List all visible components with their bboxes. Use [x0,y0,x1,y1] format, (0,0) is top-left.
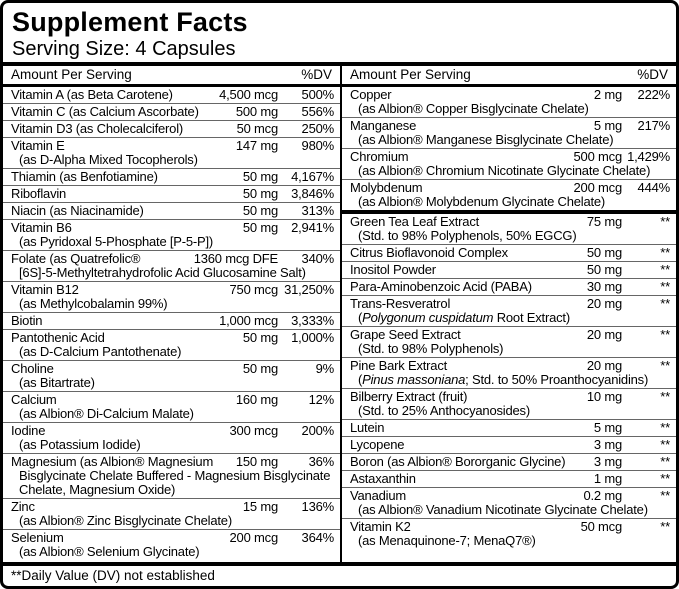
nutrient-description: (as Albion® Di-Calcium Malate) [19,406,194,421]
nutrient-description: (as Methylcobalamin 99%) [19,296,168,311]
nutrient-row [342,358,676,389]
nutrient-row-main [350,88,670,102]
nutrient-name: Vanadium [350,488,406,503]
nutrient-row-main [11,362,334,376]
nutrient-row [3,361,340,392]
nutrient-row-main [11,221,334,235]
nutrient-name: Pantothenic Acid [11,330,105,345]
nutrient-amount: 1,000 mcg [219,313,278,328]
nutrient-amount: 30 mg [586,279,622,294]
nutrient-row-main [350,215,670,229]
nutrient-row [342,245,676,262]
serving-size: Serving Size: 4 Capsules [12,38,236,60]
nutrient-amount: 20 mg [586,358,622,373]
amount-per-serving-heading: Amount Per Serving [350,67,471,82]
nutrient-name: Vitamin C (as Calcium Ascorbate) [11,104,199,119]
botanical-name: Pinus massoniana [362,372,466,387]
nutrient-amount: 20 mg [586,296,622,311]
nutrient-row-main [11,455,334,469]
nutrient-name: Grape Seed Extract [350,327,461,342]
nutrient-name: Magnesium (as Albion® Magnesium [11,454,214,469]
nutrient-row-main [350,489,670,503]
nutrient-dv: 222% [637,87,670,102]
nutrient-description: (as D-Calcium Pantothenate) [19,344,182,359]
nutrient-dv: 3,333% [291,313,334,328]
nutrient-row [342,180,676,210]
nutrient-row-main [350,359,670,373]
right-rows [342,87,676,549]
nutrient-dv: ** [660,279,670,294]
nutrient-row-main [11,331,334,345]
nutrient-amount: 200 mcg [229,530,278,545]
nutrient-row-main [350,246,670,260]
nutrient-dv: 9% [315,361,334,376]
nutrient-amount: 3 mg [593,437,622,452]
nutrient-amount: 20 mg [586,327,622,342]
nutrient-row [3,530,340,560]
nutrient-row [3,104,340,121]
nutrient-row [342,519,676,549]
nutrient-dv: ** [660,389,670,404]
description-text: Root Extract) [493,310,570,325]
nutrient-name: Zinc [11,499,35,514]
nutrient-row [3,87,340,104]
nutrient-amount: 3 mg [593,454,622,469]
dv-heading: %DV [637,67,668,82]
nutrient-dv: ** [660,214,670,229]
nutrient-name: Biotin [11,313,43,328]
nutrient-dv: ** [660,488,670,503]
nutrient-description: [6S]-5-Methyltetrahydrofolic Acid Glucosamine Salt) [19,265,306,280]
nutrient-name: Thiamin (as Benfotiamine) [11,169,158,184]
nutrient-row-main [350,455,670,469]
nutrient-description: (as Potassium Iodide) [19,437,141,452]
nutrient-name: Pine Bark Extract [350,358,448,373]
nutrient-name: Folate (as Quatrefolic® [11,251,141,266]
nutrient-name: Choline [11,361,54,376]
amount-per-serving-heading: Amount Per Serving [11,67,132,82]
nutrient-dv: 31,250% [284,282,334,297]
nutrient-row [3,186,340,203]
nutrient-name: Vitamin A (as Beta Carotene) [11,87,173,102]
nutrient-amount: 4,500 mcg [219,87,278,102]
nutrient-dv: ** [660,471,670,486]
nutrient-name: Citrus Bioflavonoid Complex [350,245,508,260]
nutrient-dv: 556% [301,104,334,119]
nutrient-dv: ** [660,437,670,452]
right-column-section-2 [342,214,676,549]
nutrient-name: Astaxanthin [350,471,416,486]
nutrient-row [3,251,340,282]
nutrient-row [342,262,676,279]
nutrient-name: Vitamin B12 [11,282,79,297]
nutrient-row-main [11,139,334,153]
nutrient-row [342,214,676,245]
nutrient-name: Lutein [350,420,385,435]
right-column-section-1 [342,87,676,210]
description-text: ; Std. to 50% Proanthocyanidins) [465,372,649,387]
nutrient-dv: 250% [301,121,334,136]
nutrient-amount: 0.2 mg [583,488,622,503]
nutrient-name: Vitamin D3 (as Cholecalciferol) [11,121,184,136]
nutrient-row [342,87,676,118]
nutrient-name: Copper [350,87,392,102]
nutrient-name: Niacin (as Niacinamide) [11,203,144,218]
nutrient-row-main [11,393,334,407]
nutrient-amount: 750 mcg [229,282,278,297]
nutrient-amount: 50 mg [242,361,278,376]
nutrient-row-main [11,531,334,545]
nutrient-row-main [11,170,334,184]
nutrient-row-main [350,438,670,452]
nutrient-amount: 75 mg [586,214,622,229]
description-text: ( [358,372,363,387]
daily-value-footnote: **Daily Value (DV) not established [3,562,676,586]
nutrient-name: Manganese [350,118,417,133]
nutrient-amount: 50 mg [586,245,622,260]
nutrient-row-main [11,252,334,266]
nutrient-name: Lycopene [350,437,405,452]
nutrient-name: Vitamin B6 [11,220,72,235]
nutrient-amount: 50 mcg [236,121,278,136]
nutrient-row-main [11,187,334,201]
nutrient-row [3,330,340,361]
nutrient-row-main [350,119,670,133]
nutrient-name: Inositol Powder [350,262,436,277]
nutrient-row-main [350,328,670,342]
nutrient-amount: 1360 mcg DFE [193,251,278,266]
nutrient-row [3,203,340,220]
page-title: Supplement Facts [12,7,248,37]
nutrient-amount: 150 mg [235,454,278,469]
nutrient-amount: 2 mg [593,87,622,102]
nutrient-amount: 50 mg [242,203,278,218]
nutrient-description: Bisglycinate Chelate Buffered - Magnesium Bisglycinate Chelate, Magnesium Oxide) [19,468,331,497]
nutrient-row [3,121,340,138]
nutrient-dv: 2,941% [291,220,334,235]
nutrient-name: Vitamin E [11,138,65,153]
nutrient-description: (Std. to 25% Anthocyanosides) [358,403,530,418]
nutrient-row-main [350,150,670,164]
nutrient-row-main [350,472,670,486]
nutrient-name: Vitamin K2 [350,519,411,534]
nutrient-description: (Std. to 98% Polyphenols, 50% EGCG) [358,228,577,243]
nutrient-row [342,327,676,358]
nutrient-name: Trans-Resveratrol [350,296,451,311]
nutrient-amount: 5 mg [593,118,622,133]
nutrient-amount: 160 mg [235,392,278,407]
right-column-header [342,66,676,87]
nutrient-name: Selenium [11,530,64,545]
nutrient-name: Chromium [350,149,409,164]
nutrient-dv: 364% [301,530,334,545]
nutrient-dv: ** [660,245,670,260]
nutrient-dv: ** [660,262,670,277]
nutrient-row [3,392,340,423]
nutrient-dv: 1,429% [627,149,670,164]
nutrient-description: (as Albion® Copper Bisglycinate Chelate) [358,101,589,116]
nutrient-row [342,471,676,488]
nutrient-amount: 50 mg [242,186,278,201]
nutrient-row [342,389,676,420]
nutrient-amount: 200 mcg [573,180,622,195]
nutrient-description: (as D-Alpha Mixed Tocopherols) [19,152,198,167]
left-rows [3,87,340,560]
label-header [3,3,676,62]
nutrient-dv: 444% [637,180,670,195]
nutrient-row [3,138,340,169]
nutrient-amount: 500 mg [235,104,278,119]
botanical-name: Polygonum cuspidatum [362,310,494,325]
nutrient-row-main [11,500,334,514]
nutrient-dv: ** [660,358,670,373]
left-column-section-1 [3,87,340,560]
nutrient-row [3,282,340,313]
nutrient-description: (as Albion® Vanadium Nicotinate Glycinate Chelate) [358,502,648,517]
nutrient-name: Green Tea Leaf Extract [350,214,480,229]
nutrient-dv: 200% [301,423,334,438]
nutrient-amount: 50 mg [586,262,622,277]
nutrient-dv: 1,000% [291,330,334,345]
nutrient-row [342,420,676,437]
nutrient-row [3,220,340,251]
nutrient-dv: 313% [301,203,334,218]
nutrient-amount: 5 mg [593,420,622,435]
nutrient-row-main [350,181,670,195]
nutrient-amount: 15 mg [242,499,278,514]
nutrient-description: (as Albion® Manganese Bisglycinate Chelate) [358,132,614,147]
nutrient-row [342,488,676,519]
nutrient-row-main [350,520,670,534]
description-text: ( [358,310,363,325]
nutrient-dv: 36% [308,454,334,469]
nutrient-amount: 10 mg [586,389,622,404]
nutrient-row-main [11,424,334,438]
nutrient-dv: ** [660,420,670,435]
nutrient-description: (as Albion® Molybdenum Glycinate Chelate) [358,194,606,209]
nutrient-dv: 500% [301,87,334,102]
nutrient-dv: 217% [637,118,670,133]
nutrient-dv: ** [660,519,670,534]
nutrient-amount: 500 mcg [573,149,622,164]
nutrient-name: Bilberry Extract (fruit) [350,389,468,404]
nutrient-row [3,499,340,530]
nutrient-row [342,118,676,149]
nutrient-name: Calcium [11,392,57,407]
nutrient-amount: 147 mg [235,138,278,153]
nutrient-row [3,313,340,330]
nutrient-dv: 3,846% [291,186,334,201]
nutrient-dv: 980% [301,138,334,153]
nutrient-row-main [11,204,334,218]
nutrient-row [342,454,676,471]
nutrient-row-main [350,280,670,294]
nutrient-row [342,149,676,180]
nutrient-row [342,279,676,296]
nutrient-row [342,437,676,454]
nutrient-description [350,311,670,325]
nutrient-description: (as Bitartrate) [19,375,95,390]
nutrient-amount: 50 mg [242,330,278,345]
nutrient-description [350,373,670,387]
nutrient-row-main [350,263,670,277]
nutrient-dv: ** [660,296,670,311]
nutrient-row-main [11,283,334,297]
nutrient-name: Riboflavin [11,186,67,201]
nutrient-amount: 50 mg [242,169,278,184]
nutrient-dv: 4,167% [291,169,334,184]
nutrient-row-main [11,88,334,102]
left-column [3,66,342,562]
nutrient-amount: 300 mcg [229,423,278,438]
nutrient-row-main [11,105,334,119]
nutrient-description: (as Albion® Zinc Bisglycinate Chelate) [19,513,232,528]
nutrient-row-main [11,122,334,136]
nutrient-row-main [350,390,670,404]
nutrient-dv: ** [660,327,670,342]
nutrient-description: (as Menaquinone-7; MenaQ7®) [358,533,536,548]
left-column-header [3,66,340,87]
nutrient-amount: 50 mg [242,220,278,235]
nutrient-name: Iodine [11,423,46,438]
nutrient-dv: 136% [301,499,334,514]
nutrient-description: (Std. to 98% Polyphenols) [358,341,504,356]
nutrient-name: Para-Aminobenzoic Acid (PABA) [350,279,532,294]
nutrient-columns [3,66,676,562]
nutrient-row [342,296,676,327]
nutrient-row [3,423,340,454]
nutrient-amount: 1 mg [593,471,622,486]
nutrient-row [3,454,340,499]
nutrient-row-main [350,297,670,311]
nutrient-row [3,169,340,186]
nutrient-dv: ** [660,454,670,469]
nutrient-dv: 12% [308,392,334,407]
nutrient-description: (as Albion® Chromium Nicotinate Glycinate Chelate) [358,163,651,178]
nutrient-row-main [11,314,334,328]
nutrient-name: Boron (as Albion® Bororganic Glycine) [350,454,566,469]
nutrient-row-main [350,421,670,435]
nutrient-name: Molybdenum [350,180,423,195]
dv-heading: %DV [301,67,332,82]
right-column [342,66,676,562]
nutrient-description: (as Pyridoxal 5-Phosphate [P-5-P]) [19,234,214,249]
nutrient-amount: 50 mcg [580,519,622,534]
nutrient-description: (as Albion® Selenium Glycinate) [19,544,200,559]
nutrient-dv: 340% [301,251,334,266]
